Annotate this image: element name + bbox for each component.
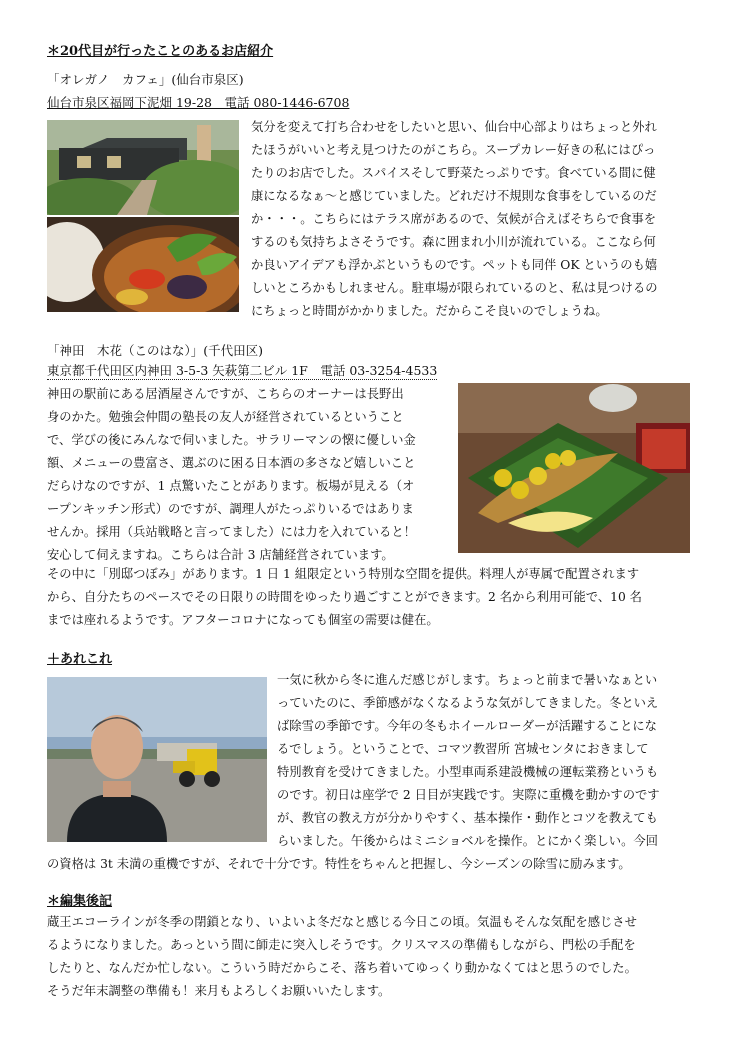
- misc-description: [277, 669, 697, 853]
- text-line: までは座れるようです。アフターコロナになっても個室の需要は健在。: [47, 613, 439, 627]
- section-heading-shops: ＊20代目が行ったことのあるお店紹介: [47, 44, 274, 59]
- text-line: たほうがいいと考え見つけたのがこちら。スープカレー好きの私にはぴっ: [251, 143, 656, 157]
- shop1-name: 「オレガノ カフェ」(仙台市泉区): [47, 72, 244, 87]
- text-line: にちょっと時間がかかりました。だからこそ良いのでしょうね。: [251, 304, 608, 318]
- text-line: か・・・。こちらにはテラス席があるので、気候が合えばそちらで食事を: [251, 212, 657, 226]
- text-line: するのも気持ちよさそうです。森に囲まれ小川が流れている。ここなら何: [251, 235, 656, 249]
- shop2-address: 東京都千代田区内神田 3-5-3 矢萩第二ビル 1F 電話 03-3254-4533: [47, 363, 438, 378]
- text-line: 気分を変えて打ち合わせをしたいと思い、仙台中心部よりはちょっと外れ: [251, 120, 657, 134]
- section-heading-misc: ＋あれこれ: [47, 652, 113, 667]
- text-line: が、教官の教え方が分かりやすく、基本操作・動作とコツを教えても: [277, 811, 658, 825]
- shop1-description: [251, 116, 697, 323]
- text-line: せんか。採用（兵站戦略と言ってました）には力を入れていると！: [47, 525, 416, 539]
- text-line: るようになりました。あっという間に師走に突入しそうです。クリスマスの準備もしながら、門松の手配を: [47, 938, 636, 952]
- text-line: 安心して伺えますね。こちらは合計 3 店舗経営されています。: [47, 548, 394, 562]
- text-line: ープンキッチン形式）のですが、調理人がたっぷりいるではありま: [47, 502, 414, 516]
- text-line: の資格は 3t 未満の重機ですが、それで十分です。特性をちゃんと把握し、今シーズンの除雪に励みます。: [47, 857, 631, 871]
- text-line: のです。初日は座学で 2 日目が実践です。実際に重機を動かすのです: [277, 788, 660, 802]
- text-line: たりのお店でした。スパイスそして野菜たっぷりです。食べている間に健: [251, 166, 656, 180]
- text-line: で、学びの後にみんなで伺いました。サラリーマンの懐に優しい金: [47, 433, 416, 447]
- cafe-exterior-photo: [47, 120, 239, 215]
- text-line: らいました。午後からはミニショベルを操作。とにかく楽しい。今回: [277, 834, 658, 848]
- text-line: 身のかた。勉強会仲間の塾長の友人が経営されているということ: [47, 410, 404, 424]
- text-line: から、自分たちのペースでその日限りの時間をゆったり過ごすことができます。2 名から利用可能で、10 名: [47, 590, 642, 604]
- text-line: 康になるなぁ～と感じていました。どれだけ不規則な食事をしているのだ: [251, 189, 657, 203]
- text-line: 神田の駅前にある居酒屋さんですが、こちらのオーナーは長野出: [47, 387, 404, 401]
- section-heading-editorial: ＊編集後記: [47, 894, 113, 909]
- shop2-name: 「神田 木花（このはな）」(千代田区): [47, 343, 264, 358]
- text-line: 特別教育を受けてきました。小型車両系建設機械の運転業務というも: [277, 765, 659, 779]
- man-wheel-loader-photo: [47, 677, 267, 842]
- text-line: っていたのに、季節感がなくなるような気がしてきました。冬といえ: [277, 696, 659, 710]
- text-line: るでしょう。ということで、コマツ教習所 宮城センタにおきまして: [277, 742, 649, 756]
- misc-description-cont: [47, 853, 697, 876]
- text-line: か良いアイデアも浮かぶというものです。ペットも同伴 OK というのも嬉: [251, 258, 658, 272]
- grilled-fish-photo: [458, 383, 690, 553]
- editorial-text: [47, 911, 697, 1003]
- text-line: だらけなのですが、1 点驚いたことがあります。板場が見える（オ: [47, 479, 415, 493]
- soup-curry-photo: [47, 217, 239, 312]
- text-line: 一気に秋から冬に進んだ感じがします。ちょっと前まで暑いなぁとい: [277, 673, 658, 687]
- text-line: 蔵王エコーラインが冬季の閉鎖となり、いよいよ冬だなと感じる今日この頃。気温もそんな気配を感じさせ: [47, 915, 637, 929]
- shop2-description: [47, 383, 450, 567]
- text-line: しいところかもしれません。駐車場が限られているのと、私は見つけるの: [251, 281, 658, 295]
- text-line: したりと、なんだか忙しない。こういう時だからこそ、落ち着いてゆっくり動かなくてはと思うのでした。: [47, 961, 637, 975]
- text-line: そうだ年末調整の準備も！来月もよろしくお願いいたします。: [47, 984, 391, 998]
- shop1-address: 仙台市泉区福岡下泥畑 19-28 電話 080-1446-6708: [47, 95, 350, 110]
- shop2-description-cont: [47, 563, 697, 632]
- text-line: ば除雪の季節です。今年の冬もホイールローダーが活躍することにな: [277, 719, 657, 733]
- text-line: その中に「別邸つぼみ」があります。1 日 1 組限定という特別な空間を提供。料理人が専属で配置されます: [47, 567, 640, 581]
- text-line: 額、メニューの豊富さ、選ぶのに困る日本酒の多さなど嬉しいこと: [47, 456, 416, 470]
